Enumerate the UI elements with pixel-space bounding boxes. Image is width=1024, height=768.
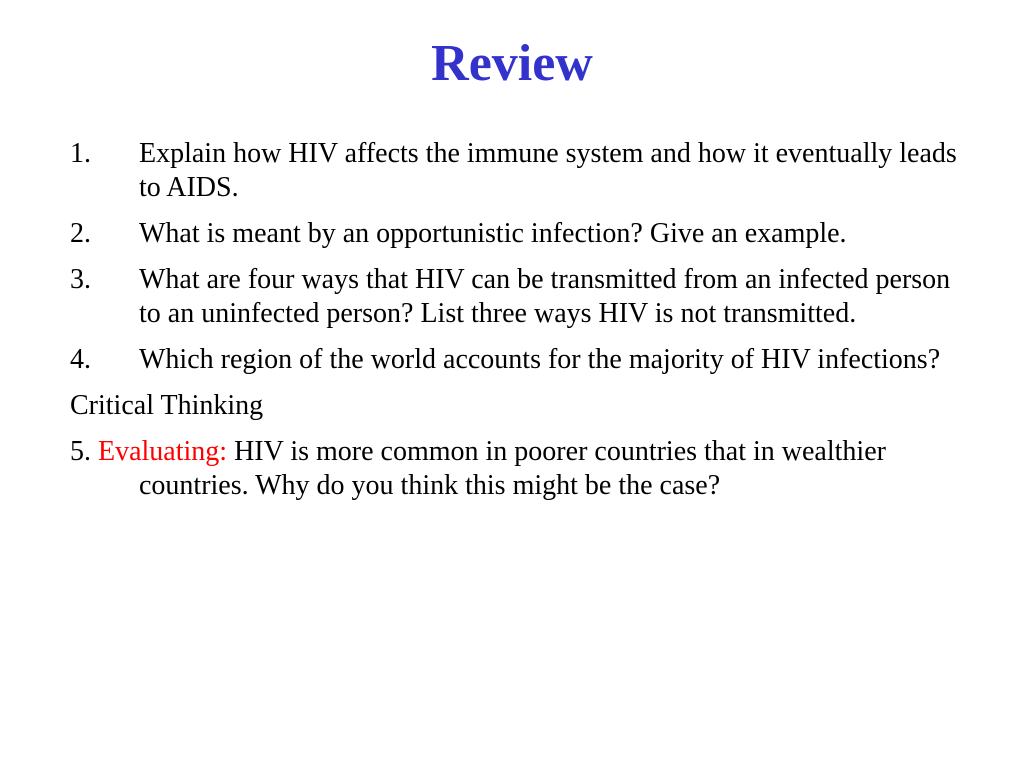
question-item bbox=[70, 263, 970, 331]
critical-number: 5. bbox=[70, 436, 91, 467]
section-heading: Critical Thinking bbox=[70, 390, 264, 421]
question-number: 1. bbox=[70, 138, 91, 169]
critical-thinking-item bbox=[70, 435, 970, 503]
critical-text: HIV is more common in poorer countries that in wealthier countries. Why do you think this might be the case? bbox=[139, 436, 886, 501]
question-item bbox=[70, 217, 970, 251]
question-item bbox=[70, 137, 970, 205]
slide-title: Review bbox=[431, 35, 593, 92]
question-text: Which region of the world accounts for the majority of HIV infections? bbox=[139, 344, 941, 375]
question-list bbox=[70, 137, 970, 515]
critical-label: Evaluating: bbox=[98, 436, 228, 467]
question-number: 4. bbox=[70, 344, 91, 375]
question-text: What are four ways that HIV can be transmitted from an infected person to an uninfected person? List three ways HIV is not transmitted. bbox=[139, 264, 951, 329]
question-text: What is meant by an opportunistic infection? Give an example. bbox=[139, 218, 847, 249]
question-number: 3. bbox=[70, 264, 91, 295]
question-number: 2. bbox=[70, 218, 91, 249]
question-text: Explain how HIV affects the immune system and how it eventually leads to AIDS. bbox=[139, 138, 957, 203]
question-item bbox=[70, 343, 970, 377]
